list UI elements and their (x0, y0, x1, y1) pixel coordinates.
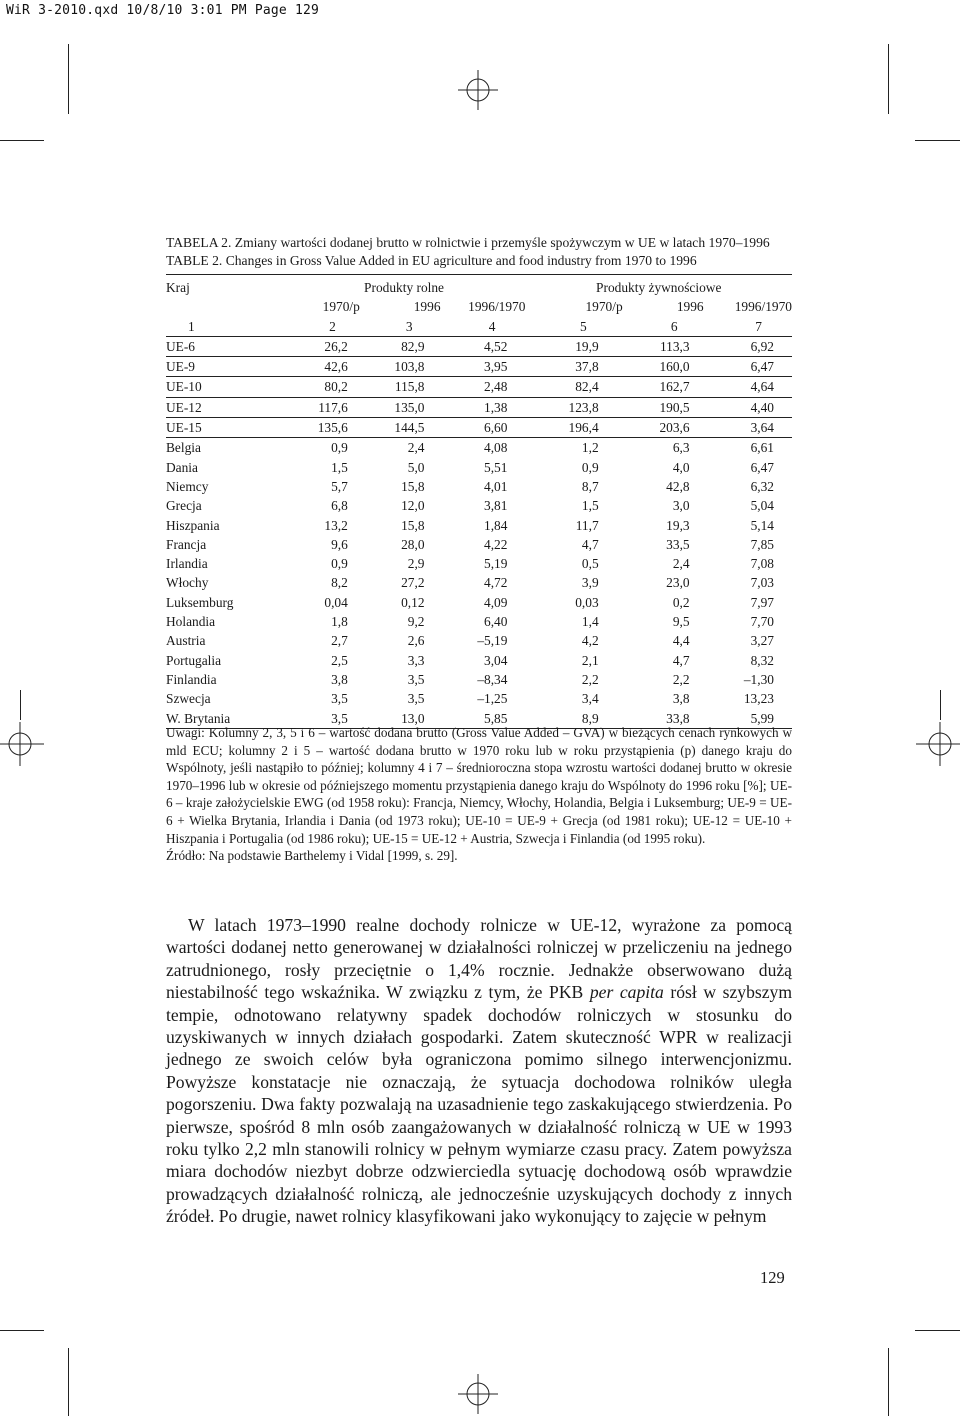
value-cell: 3,5 (331, 691, 348, 707)
value-cell: 8,7 (581, 478, 599, 494)
value-cell: 2,1 (581, 652, 599, 668)
value-cell: 2,4 (407, 440, 425, 456)
country-cell: Włochy (166, 575, 209, 591)
table-row (166, 397, 792, 417)
value-cell: 4,64 (704, 377, 792, 397)
value-cell: 7,08 (750, 556, 774, 572)
value-cell: 23,0 (666, 575, 690, 591)
value-cell: 8,32 (750, 652, 774, 668)
value-cell: 4,22 (484, 536, 508, 552)
country-cell: Szwecja (166, 691, 211, 707)
country-cell: Irlandia (166, 556, 208, 572)
table-row (166, 477, 792, 496)
country-cell: Francja (166, 536, 207, 552)
table-notes (166, 724, 792, 865)
crop-mark (915, 140, 960, 141)
country-cell: Luksemburg (166, 594, 234, 610)
value-cell: 0,9 (581, 459, 599, 475)
table-body (166, 336, 792, 728)
value-cell: 0,5 (581, 556, 599, 572)
value-cell: 162,7 (623, 377, 704, 397)
value-cell: 5,19 (484, 556, 508, 572)
table-row (166, 593, 792, 612)
value-cell: 203,6 (623, 418, 704, 438)
table-row (166, 689, 792, 708)
country-cell: UE-12 (166, 397, 283, 417)
column-index: 3 (360, 317, 441, 337)
value-cell: 26,2 (283, 336, 360, 356)
registration-mark-icon (916, 722, 960, 766)
value-cell: 135,0 (360, 397, 441, 417)
registration-mark-icon (0, 722, 44, 766)
table-row (166, 357, 792, 377)
column-index: 1 (166, 317, 283, 337)
country-cell: W. Brytania (166, 709, 283, 729)
value-cell: 42,8 (666, 478, 690, 494)
value-cell: 2,9 (407, 556, 425, 572)
value-cell: 2,2 (672, 671, 690, 687)
subheader: 1970/p (585, 299, 623, 315)
value-cell: 6,92 (704, 336, 792, 356)
body-text-part: rósł w szybszym tempie, odnotowano relatywny spadek dochodów rolniczych w stosunku do uzyskiwanych w innych działach gospodarki. Zatem skuteczność WPR w realizacji jednego ze swoich celów była ograniczona pomimo silnego interwencjonizmu. Powyższe konstatacje nie oznaczają, że sytuacja dochodowa rolników uległa pogorszeniu. Dwa fakty pozwalają na uzasadnienie tego zaskakującego stwierdzenia. Po pierwsze, spośród 8 mln osób zaangażowanych w działalność rolniczą w UE w 1993 roku tylko 2,2 mln stanowili rolnicy w pełnym wymiarze czasu pracy. Zatem powyższa miara dochodów niezbyt dobrze odzwierciedla sytuację dochodową osób wprawdzie prowadzących działalność rolniczą, ale jednocześnie uzyskujących dochody z innych źródeł. Po drugie, nawet rolnicy klasyfikowani jako wykonujący to zajęcie w pełnym (166, 982, 793, 1227)
value-cell: 7,97 (750, 594, 774, 610)
value-cell: 15,8 (401, 517, 425, 533)
table-row (166, 418, 792, 438)
column-index: 2 (283, 317, 360, 337)
file-slug: WiR 3-2010.qxd 10/8/10 3:01 PM Page 129 (6, 3, 320, 18)
value-cell: 0,2 (672, 594, 690, 610)
subheader: 1996 (676, 299, 704, 315)
value-cell: 0,12 (401, 594, 425, 610)
value-cell: 33,8 (623, 709, 704, 729)
table-row (166, 612, 792, 631)
value-cell: 15,8 (401, 478, 425, 494)
value-cell: 2,5 (331, 652, 348, 668)
value-cell: 144,5 (360, 418, 441, 438)
value-cell: 1,5 (581, 498, 599, 514)
country-cell: Hiszpania (166, 517, 220, 533)
caption-english: TABLE 2. Changes in Gross Value Added in EU agriculture and food industry from 1970 to 1996 (166, 253, 697, 268)
value-cell: 6,47 (704, 357, 792, 377)
value-cell: 3,0 (672, 498, 690, 514)
value-cell: 4,09 (484, 594, 508, 610)
value-cell: 4,7 (672, 652, 690, 668)
value-cell: 6,3 (672, 440, 690, 456)
value-cell: 6,40 (484, 614, 508, 630)
subheader: 1970/p (322, 299, 360, 315)
value-cell: 7,03 (750, 575, 774, 591)
value-cell: 19,9 (525, 336, 622, 356)
country-cell: Dania (166, 459, 198, 475)
value-cell: 3,81 (484, 498, 508, 514)
value-cell: 19,3 (666, 517, 690, 533)
value-cell: 7,70 (750, 614, 774, 630)
value-cell: 5,51 (484, 459, 508, 475)
country-cell: Niemcy (166, 478, 209, 494)
column-index: 6 (623, 317, 704, 337)
value-cell: –8,34 (477, 671, 508, 687)
value-cell: 4,0 (672, 459, 690, 475)
value-cell: 4,40 (704, 397, 792, 417)
column-group-food: Produkty żywnościowe (525, 275, 792, 298)
value-cell: 2,7 (331, 633, 348, 649)
subheader: 1996/1970 (734, 299, 792, 315)
table-row (166, 554, 792, 573)
country-cell: UE-6 (166, 336, 283, 356)
table-index-row (166, 317, 792, 337)
value-cell: 1,5 (331, 459, 348, 475)
value-cell: 3,3 (407, 652, 425, 668)
gva-table (166, 274, 792, 729)
value-cell: 5,7 (331, 478, 348, 494)
body-italic: per capita (589, 982, 664, 1003)
registration-mark-icon (458, 70, 498, 110)
value-cell: 27,2 (401, 575, 425, 591)
value-cell: 0,04 (324, 594, 348, 610)
value-cell: 135,6 (283, 418, 360, 438)
value-cell: 8,9 (525, 709, 622, 729)
crop-mark (68, 1348, 69, 1416)
table-row (166, 336, 792, 356)
crop-mark (888, 1348, 889, 1416)
value-cell: 4,4 (672, 633, 690, 649)
value-cell: 5,0 (407, 459, 425, 475)
value-cell: 12,0 (401, 498, 425, 514)
crop-mark (940, 690, 941, 720)
table-row (166, 535, 792, 554)
column-header-country: Kraj (166, 275, 283, 298)
value-cell: 9,5 (672, 614, 690, 630)
subheader: 1996/1970 (468, 299, 526, 315)
table-group-header (166, 275, 792, 298)
column-group-agricultural: Produkty rolne (283, 275, 526, 298)
table-row (166, 496, 792, 515)
subheader: 1996 (413, 299, 441, 315)
table-row (166, 631, 792, 650)
value-cell: 115,8 (360, 377, 441, 397)
column-index: 5 (525, 317, 622, 337)
value-cell: 5,04 (750, 498, 774, 514)
crop-mark (0, 140, 44, 141)
value-cell: 4,72 (484, 575, 508, 591)
registration-mark-icon (458, 1374, 498, 1414)
crop-mark (68, 44, 69, 114)
column-index: 7 (704, 317, 792, 337)
notes-text: Uwagi: Kolumny 2, 3, 5 i 6 – wartość dodana brutto (Gross Value Added – GVA) w bieżących cenach rynkowych w mld ECU; kolumny 2 i 5 – wartość dodana brutto w 1970 roku lub w roku przystąpienia (p) danego kraju do Wspólnoty, jeśli nastąpiło to później; kolumny 4 i 7 – średnioroczna stopa wzrostu wartości dodanej brutto w okresie 1970–1996 lub w okresie od późniejszego momentu przystąpienia danego kraju do Wspólnoty do 1996 roku [%]; UE-6 – kraje założycielskie EWG (od 1958 roku): Francja, Niemcy, Włochy, Holandia, Belgia i Luksemburg; UE-9 = UE-6 + Wielka Brytania, Irlandia i Dania (od 1973 roku); UE-10 = UE-9 + Grecja (od 1981 roku); UE-12 = UE-10 + Hiszpania i Portugalia (od 1986 roku); UE-15 = UE-12 + Austria, Szwecja i Finlandia (od 1995 roku). (166, 725, 792, 846)
country-cell: Holandia (166, 614, 216, 630)
value-cell: 6,60 (441, 418, 526, 438)
table-caption (166, 234, 770, 270)
value-cell: 123,8 (525, 397, 622, 417)
value-cell: 2,4 (672, 556, 690, 572)
country-cell: Portugalia (166, 652, 222, 668)
value-cell: 82,9 (360, 336, 441, 356)
country-cell: Grecja (166, 498, 202, 514)
value-cell: 42,6 (283, 357, 360, 377)
value-cell: 0,9 (331, 556, 348, 572)
value-cell: 2,2 (581, 671, 599, 687)
value-cell: 4,2 (581, 633, 599, 649)
value-cell: 103,8 (360, 357, 441, 377)
value-cell: 1,38 (441, 397, 526, 417)
table-row (166, 458, 792, 477)
value-cell: –1,25 (477, 691, 508, 707)
country-cell: Austria (166, 633, 206, 649)
value-cell: 3,04 (484, 652, 508, 668)
caption-polish: TABELA 2. Zmiany wartości dodanej brutto w rolnictwie i przemyśle spożywczym w UE w latach 1970–1996 (166, 235, 770, 250)
value-cell: 2,48 (441, 377, 526, 397)
value-cell: 3,27 (750, 633, 774, 649)
country-cell: UE-9 (166, 357, 283, 377)
crop-mark (915, 1330, 960, 1331)
country-cell: UE-10 (166, 377, 283, 397)
value-cell: 9,6 (331, 536, 348, 552)
value-cell: 3,9 (581, 575, 599, 591)
value-cell: 1,8 (331, 614, 348, 630)
value-cell: 6,47 (750, 459, 774, 475)
value-cell: 6,8 (331, 498, 348, 514)
country-cell: Belgia (166, 440, 201, 456)
value-cell: –5,19 (477, 633, 508, 649)
value-cell: 11,7 (575, 517, 599, 533)
body-paragraph (166, 914, 792, 1228)
value-cell: 6,32 (750, 478, 774, 494)
value-cell: 0,03 (575, 594, 599, 610)
page-number: 129 (760, 1268, 785, 1287)
value-cell: 37,8 (525, 357, 622, 377)
table-row (166, 516, 792, 535)
value-cell: 5,85 (441, 709, 526, 729)
column-index: 4 (441, 317, 526, 337)
value-cell: 1,84 (484, 517, 508, 533)
value-cell: 33,5 (666, 536, 690, 552)
value-cell: 117,6 (283, 397, 360, 417)
value-cell: 3,4 (581, 691, 599, 707)
value-cell: 196,4 (525, 418, 622, 438)
table-row (166, 377, 792, 397)
table-row (166, 670, 792, 689)
value-cell: 13,2 (324, 517, 348, 533)
crop-mark (0, 1330, 44, 1331)
value-cell: 3,95 (441, 357, 526, 377)
value-cell: 113,3 (623, 336, 704, 356)
value-cell: 5,14 (750, 517, 774, 533)
value-cell: 3,5 (407, 671, 425, 687)
value-cell: 0,9 (331, 440, 348, 456)
value-cell: 3,8 (672, 691, 690, 707)
value-cell: 160,0 (623, 357, 704, 377)
body-text-part: W latach 1973–1990 realne dochody rolnicze w UE-12, wyrażone za pomocą wartości dodanej netto generowanej w działalności rolniczej w przeliczeniu na jednego zatrudnionego, rosły przeciętnie o 1,4% rocznie. Jednakże obserwowano dużą niestabilność tego wskaźnika. W związku z tym, że PKB (166, 915, 792, 1003)
table-row (166, 651, 792, 670)
value-cell: 3,5 (283, 709, 360, 729)
table-row (166, 438, 792, 458)
value-cell: 82,4 (525, 377, 622, 397)
value-cell: 28,0 (401, 536, 425, 552)
crop-mark (888, 44, 889, 114)
country-cell: Finlandia (166, 671, 217, 687)
value-cell: 4,52 (441, 336, 526, 356)
table-row (166, 573, 792, 592)
table-subheader (166, 297, 792, 316)
value-cell: 13,0 (360, 709, 441, 729)
crop-mark (20, 690, 21, 720)
country-cell: UE-15 (166, 418, 283, 438)
value-cell: 8,2 (331, 575, 348, 591)
value-cell: 4,08 (484, 440, 508, 456)
value-cell: 9,2 (407, 614, 425, 630)
value-cell: 3,64 (704, 418, 792, 438)
value-cell: 13,23 (743, 691, 774, 707)
value-cell: 1,4 (581, 614, 599, 630)
value-cell: 1,2 (581, 440, 599, 456)
value-cell: –1,30 (743, 671, 774, 687)
value-cell: 6,61 (750, 440, 774, 456)
value-cell: 7,85 (750, 536, 774, 552)
value-cell: 5,99 (704, 709, 792, 729)
value-cell: 4,01 (484, 478, 508, 494)
value-cell: 190,5 (623, 397, 704, 417)
source-line: Źródło: Na podstawie Barthelemy i Vidal [1999, s. 29]. (166, 848, 458, 864)
value-cell: 2,6 (407, 633, 425, 649)
value-cell: 3,8 (331, 671, 348, 687)
value-cell: 4,7 (581, 536, 599, 552)
value-cell: 80,2 (283, 377, 360, 397)
value-cell: 3,5 (407, 691, 425, 707)
